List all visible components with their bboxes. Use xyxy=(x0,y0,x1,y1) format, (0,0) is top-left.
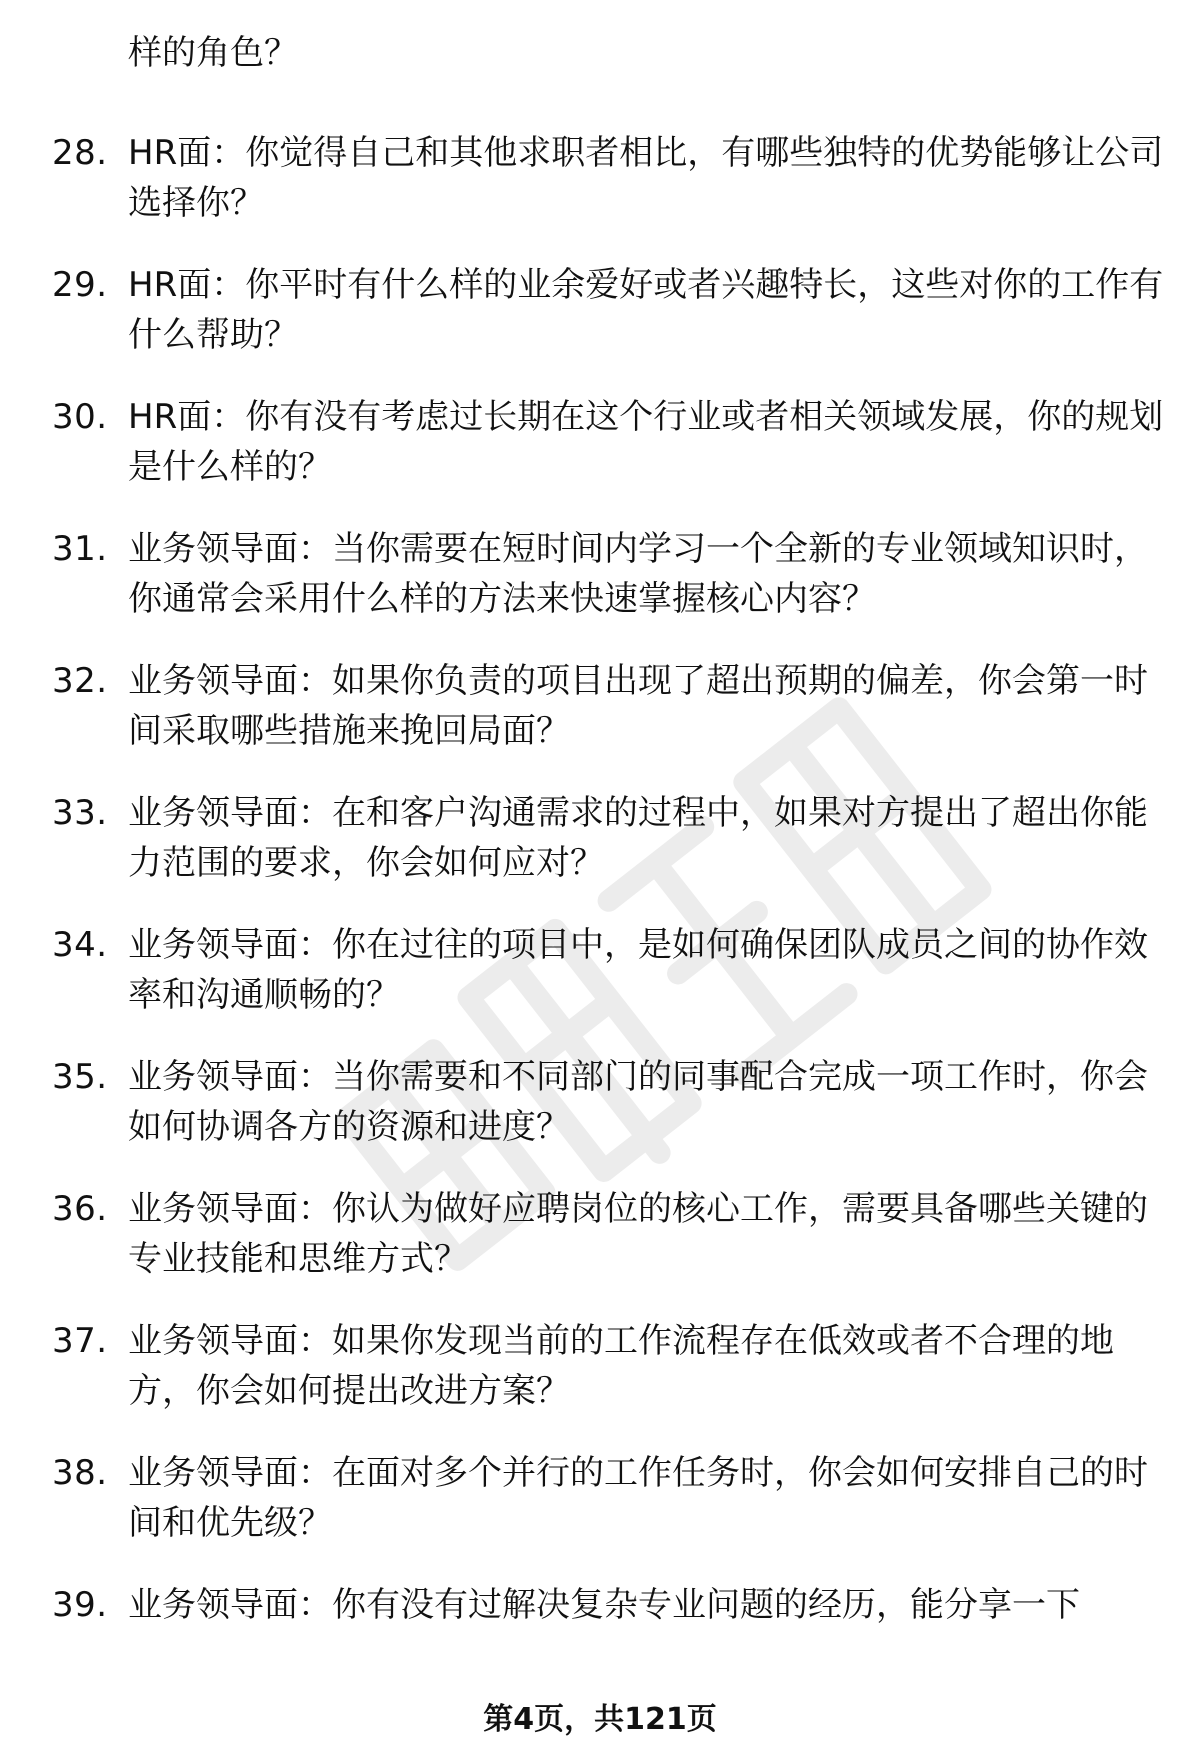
item-text: 业务领导面：你在过往的项目中，是如何确保团队成员之间的协作效率和沟通顺畅的？ xyxy=(128,925,1148,1015)
item-text: HR面：你有没有考虑过长期在这个行业或者相关领域发展，你的规划是什么样的？ xyxy=(128,397,1164,487)
list-item xyxy=(0,1580,1200,1712)
item-number: 31. xyxy=(52,529,108,569)
item-text: 业务领导面：你有没有过解决复杂专业问题的经历，能分享一下 xyxy=(128,1585,1080,1625)
item-number: 35. xyxy=(52,1057,108,1097)
list-item xyxy=(0,128,1200,260)
item-text: 业务领导面：当你需要和不同部门的同事配合完成一项工作时，你会如何协调各方的资源和进度？ xyxy=(128,1057,1148,1147)
item-number: 38. xyxy=(52,1453,108,1493)
list-item xyxy=(0,392,1200,524)
item-number: 39. xyxy=(52,1585,108,1625)
item-text: HR面：你觉得自己和其他求职者相比，有哪些独特的优势能够让公司选择你？ xyxy=(128,133,1164,223)
item-text: HR面：你平时有什么样的业余爱好或者兴趣特长，这些对你的工作有什么帮助？ xyxy=(128,265,1164,355)
list-item xyxy=(0,788,1200,920)
item-text: 业务领导面：你认为做好应聘岗位的核心工作，需要具备哪些关键的专业技能和思维方式？ xyxy=(128,1189,1148,1279)
item-number: 30. xyxy=(52,397,108,437)
item-number: 32. xyxy=(52,661,108,701)
list-item xyxy=(0,28,1200,128)
item-text: 业务领导面：当你需要在短时间内学习一个全新的专业领域知识时，你通常会采用什么样的方法来快速掌握核心内容？ xyxy=(128,529,1148,619)
item-number: 28. xyxy=(52,133,108,173)
list-item xyxy=(0,260,1200,392)
item-number: 36. xyxy=(52,1189,108,1229)
list-item xyxy=(0,1448,1200,1580)
item-text: 样的角色？ xyxy=(128,33,298,73)
item-text: 业务领导面：在和客户沟通需求的过程中，如果对方提出了超出你能力范围的要求，你会如何应对？ xyxy=(128,793,1148,883)
item-number: 34. xyxy=(52,925,108,965)
question-list xyxy=(0,28,1200,1712)
list-item xyxy=(0,656,1200,788)
list-item xyxy=(0,920,1200,1052)
list-item xyxy=(0,1184,1200,1316)
list-item xyxy=(0,524,1200,656)
item-text: 业务领导面：如果你负责的项目出现了超出预期的偏差，你会第一时间采取哪些措施来挽回局面？ xyxy=(128,661,1148,751)
item-number: 37. xyxy=(52,1321,108,1361)
list-item xyxy=(0,1052,1200,1184)
item-text: 业务领导面：如果你发现当前的工作流程存在低效或者不合理的地方，你会如何提出改进方案？ xyxy=(128,1321,1114,1411)
item-number: 29. xyxy=(52,265,108,305)
page-number-footer: 第4页，共121页 xyxy=(483,1702,717,1737)
item-text: 业务领导面：在面对多个并行的工作任务时，你会如何安排自己的时间和优先级？ xyxy=(128,1453,1148,1543)
item-number: 33. xyxy=(52,793,108,833)
list-item xyxy=(0,1316,1200,1448)
